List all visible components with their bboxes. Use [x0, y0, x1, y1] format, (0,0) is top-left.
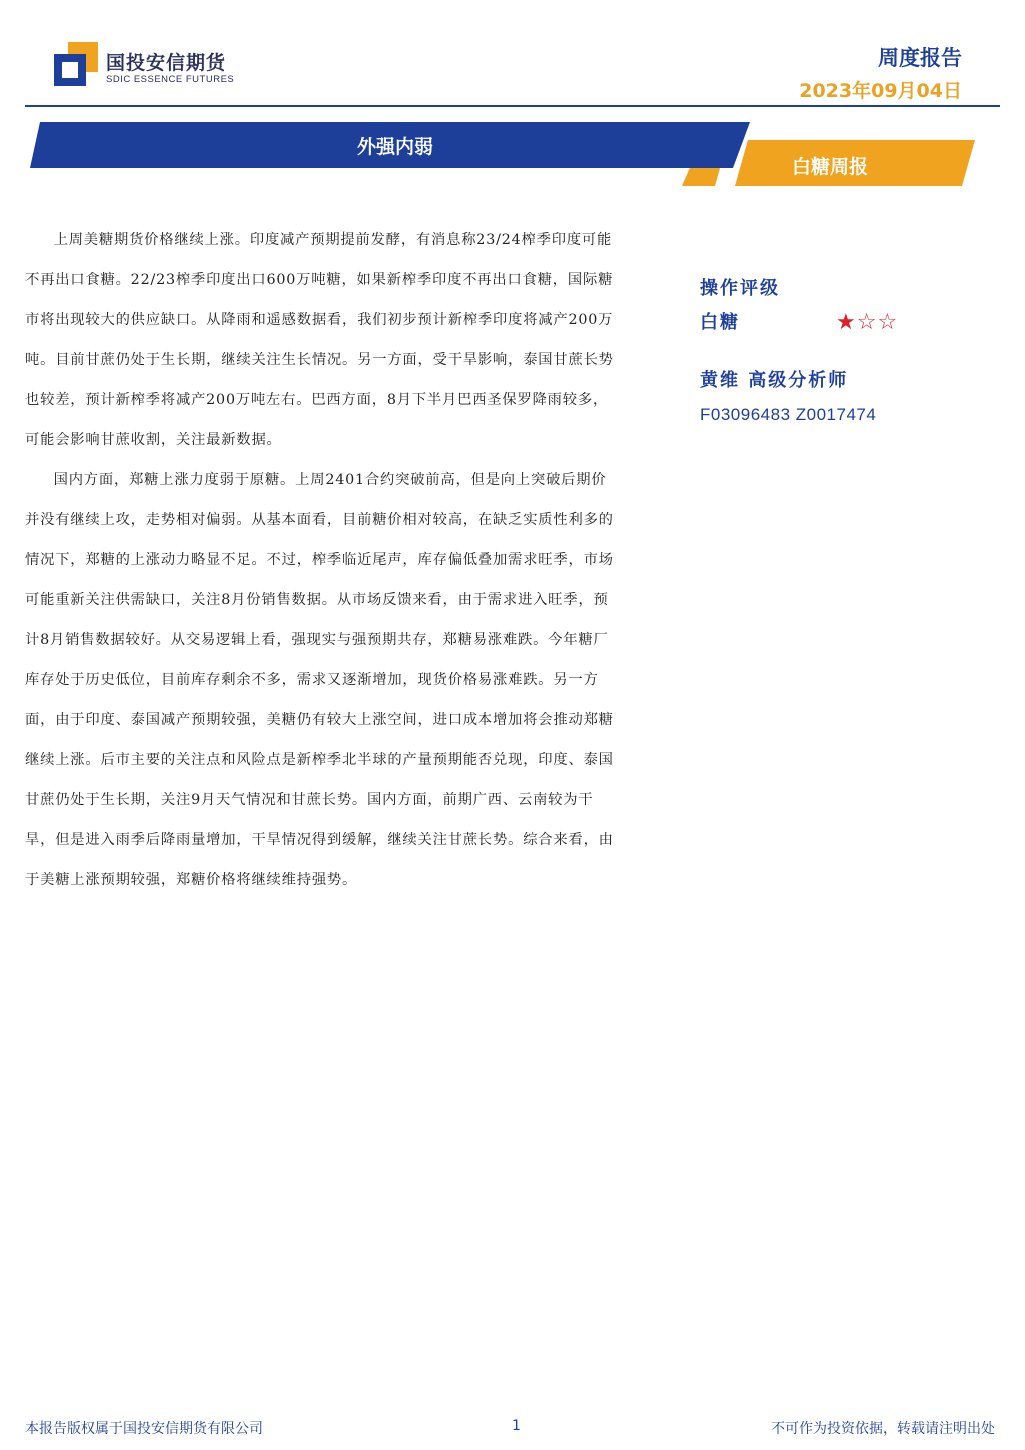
report-category-tag: 白糖周报 [791, 156, 868, 178]
rating-commodity: 白糖 [700, 312, 740, 333]
rating-row [700, 306, 980, 340]
rating-stars-icon: ★☆☆ [836, 310, 899, 335]
logo-chinese-name: 国投安信期货 [106, 52, 227, 74]
report-headline: 外强内弱 [356, 136, 433, 158]
report-body [25, 220, 617, 900]
report-date: 2023年09月04日 [799, 80, 962, 102]
report-type: 周度报告 [878, 46, 962, 70]
header-divider [25, 105, 1000, 107]
analyst-license: F03096483 Z0017474 [700, 405, 877, 424]
footer-copyright: 本报告版权属于国投安信期货有限公司 [25, 1421, 263, 1437]
page-number: 1 [512, 1418, 521, 1434]
company-logo [54, 42, 254, 92]
logo-english-name: SDIC ESSENCE FUTURES [106, 74, 235, 85]
body-paragraph: 上周美糖期货价格继续上涨。印度减产预期提前发酵，有消息称23/24榨季印度可能不再出口食糖。22/23榨季印度出口600万吨糖，如果新榨季印度不再出口食糖，国际糖市将出现较大的供应缺口。从降雨和遥感数据看，我们初步预计新榨季印度将减产200万吨。目前甘蔗仍处于生长期，继续关注生长情况。另一方面，受干旱影响，泰国甘蔗长势也较差，预计新榨季将减产200万吨左右。巴西方面，8月下半月巴西圣保罗降雨较多，可能会影响甘蔗收割，关注最新数据。 [25, 232, 614, 448]
sidebar [700, 272, 980, 432]
footer-disclaimer: 不可作为投资依据，转载请注明出处 [771, 1421, 995, 1437]
rating-heading: 操作评级 [700, 278, 780, 299]
analyst-name: 黄维 高级分析师 [700, 370, 849, 391]
company-logo-icon [54, 42, 98, 86]
body-paragraph: 国内方面，郑糖上涨力度弱于原糖。上周2401合约突破前高，但是向上突破后期价并没有继续上攻，走势相对偏弱。从基本面看，目前糖价相对较高，在缺乏实质性利多的情况下，郑糖的上涨动力略显不足。不过，榨季临近尾声，库存偏低叠加需求旺季，市场可能重新关注供需缺口，关注8月份销售数据。从市场反馈来看，由于需求进入旺季，预计8月销售数据较好。从交易逻辑上看，强现实与强预期共存，郑糖易涨难跌。今年糖厂库存处于历史低位，目前库存剩余不多，需求又逐渐增加，现货价格易涨难跌。另一方面，由于印度、泰国减产预期较强，美糖仍有较大上涨空间，进口成本增加将会推动郑糖继续上涨。后市主要的关注点和风险点是新榨季北半球的产量预期能否兑现，印度、泰国甘蔗仍处于生长期，关注9月天气情况和甘蔗长势。国内方面，前期广西、云南较为干旱，但是进入雨季后降雨量增加，干旱情况得到缓解，继续关注甘蔗长势。综合来看，由于美糖上涨预期较强，郑糖价格将继续维持强势。 [25, 472, 614, 888]
